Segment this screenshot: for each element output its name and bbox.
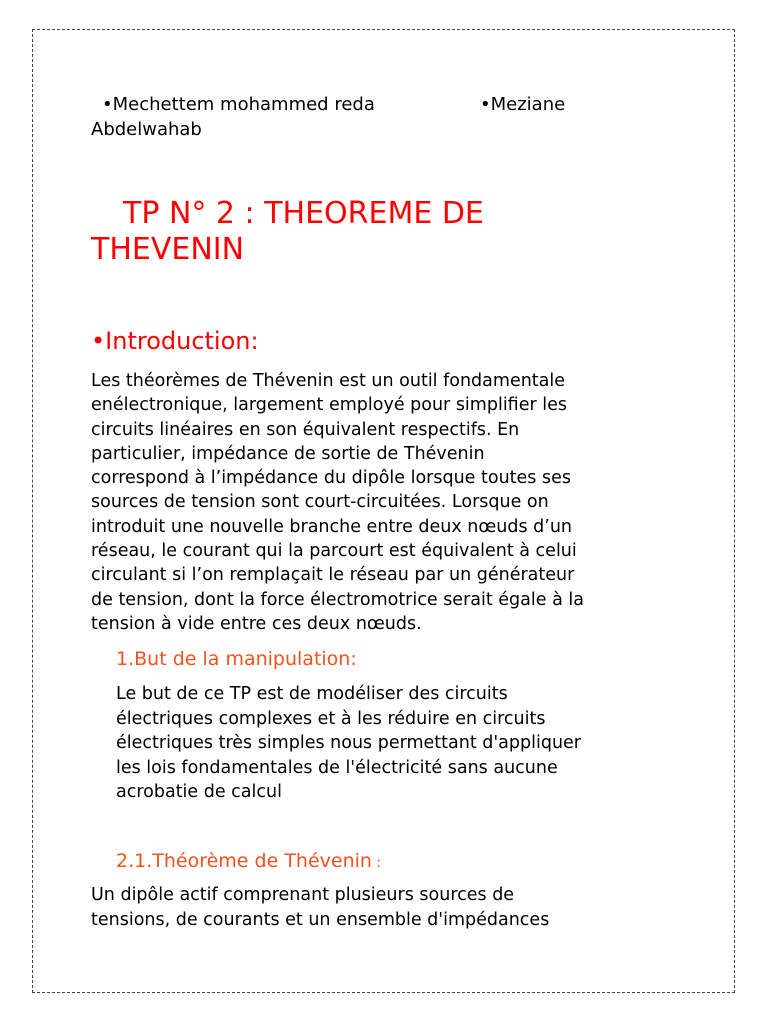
text-line: réseau, le courant qui la parcourt est équivalent à celui [91, 541, 577, 562]
text-line: circuits linéaires en son équivalent respectifs. En [91, 419, 520, 440]
text-line: Un dipôle actif comprenant plusieurs sources de [91, 885, 515, 905]
authors-block [91, 92, 651, 142]
text-line: circulant si l’on remplaçait le réseau par un générateur [91, 565, 575, 586]
author-2-first-name: •Meziane [480, 94, 566, 115]
text-line: sources de tension sont court-circuitées. Lorsque on [91, 492, 549, 513]
section-1-paragraph [116, 682, 676, 805]
text-line: de tension, dont la force électromotrice serait égale à la [91, 589, 584, 610]
author-2-last-name: Abdelwahab [91, 119, 202, 140]
title-line-2: THEVENIN [91, 232, 245, 267]
authors-line [91, 92, 651, 117]
text-line: enélectronique, largement employé pour simplifier les [91, 395, 567, 416]
text-line: électriques très simples nous permettant d'appliquer [116, 733, 581, 753]
section-1-heading: 1.But de la manipulation: [116, 648, 357, 670]
text-line: correspond à l’impédance du dipôle lorsque toutes ses [91, 468, 571, 489]
text-line: électriques complexes et à les réduire en circuits [116, 708, 546, 729]
section-2-paragraph [91, 883, 691, 932]
text-line: tensions, de courants et un ensemble d'impédances [91, 909, 550, 930]
text-line: introduit une nouvelle branche entre deux nœuds d’un [91, 516, 573, 537]
text-line: Les théorèmes de Thévenin est un outil fondamentale [91, 371, 566, 391]
text-line: Le but de ce TP est de modéliser des circuits [116, 684, 508, 704]
text-line: particulier, impédance de sortie de Thévenin [91, 443, 485, 464]
author-1: •Mechettem mohammed reda [102, 94, 375, 115]
title-line-1: TP N° 2 : THEOREME DE [123, 196, 484, 231]
text-line: tension à vide entre ces deux nœuds. [91, 613, 422, 634]
section-2-heading [116, 849, 381, 875]
text-line: les lois fondamentales de l'électricité sans aucune [116, 757, 558, 778]
introduction-paragraph [91, 369, 691, 636]
introduction-heading: •Introduction: [91, 327, 259, 355]
section-2-heading-colon: : [371, 855, 382, 871]
section-2-heading-text: 2.1.Théorème de Thévenin [116, 850, 372, 872]
document-title [91, 196, 691, 268]
text-line: acrobatie de calcul [116, 782, 282, 802]
